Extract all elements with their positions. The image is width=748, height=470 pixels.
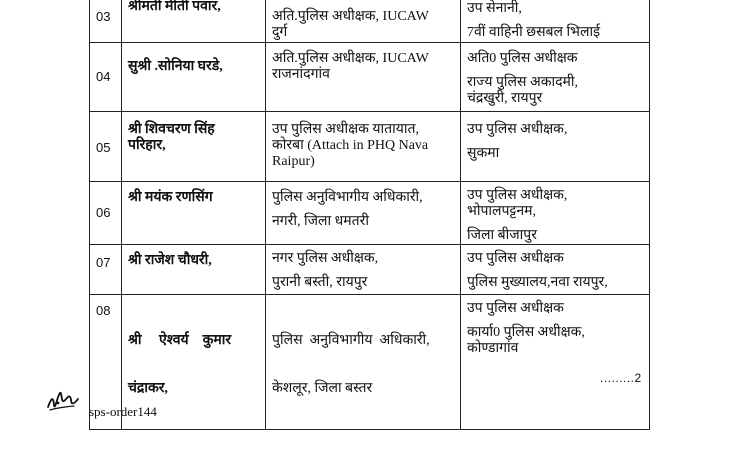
- new-posting-line: चंद्रखुरी, रायपुर: [467, 91, 543, 106]
- table-row: [90, 43, 650, 112]
- document-reference: sps-order144: [89, 404, 157, 419]
- serial-number-cell: [90, 245, 122, 295]
- table-row: [90, 245, 650, 295]
- new-posting-line: कार्या0 पुलिस अधीक्षक,: [467, 325, 585, 340]
- posting-table: [89, 0, 650, 430]
- serial-number: 07: [96, 255, 111, 270]
- current-posting-line: पुलिस अनुविभागीय अधिकारी,: [272, 190, 423, 205]
- officer-name-cell: [122, 182, 266, 245]
- serial-number-cell: [90, 0, 122, 43]
- serial-number-cell: [90, 182, 122, 245]
- officer-name-line: सुश्री .सोनिया घरडे,: [128, 59, 223, 74]
- current-posting-line: केशलूर, जिला बस्तर: [272, 381, 373, 396]
- officer-name-line: परिहार,: [128, 138, 166, 153]
- current-posting-cell: [266, 295, 461, 430]
- current-posting-line: उप पुलिस अधीक्षक यातायात,: [272, 122, 419, 137]
- new-posting-cell: [461, 112, 650, 182]
- serial-number-cell: [90, 112, 122, 182]
- serial-number-cell: [90, 43, 122, 112]
- new-posting-line: उप पुलिस अधीक्षक,: [467, 188, 568, 203]
- current-posting-line: नगर पुलिस अधीक्षक,: [272, 251, 379, 266]
- officer-name-cell: [122, 245, 266, 295]
- serial-number: 05: [96, 140, 111, 155]
- current-posting-line: पुलिस अनुविभागीय अधिकारी,: [272, 333, 430, 348]
- table-row: [90, 112, 650, 182]
- current-posting-cell: [266, 112, 461, 182]
- new-posting-cell: [461, 245, 650, 295]
- current-posting-cell: [266, 182, 461, 245]
- current-posting-line: अति.पुलिस अधीक्षक, IUCAW: [272, 51, 429, 66]
- new-posting-cell: [461, 0, 650, 43]
- new-posting-line: अति0 पुलिस अधीक्षक: [467, 51, 578, 66]
- current-posting-cell: [266, 0, 461, 43]
- continued-page-marker: .........2: [600, 371, 642, 385]
- new-posting-cell: [461, 295, 650, 430]
- serial-number: 03: [96, 9, 111, 24]
- current-posting-line: अति.पुलिस अधीक्षक, IUCAW: [272, 9, 429, 24]
- officer-name-cell: [122, 112, 266, 182]
- new-posting-line: कोण्डागांव: [467, 341, 519, 356]
- new-posting-line: भोपालपट्टनम,: [467, 204, 536, 219]
- officer-name-cell: [122, 0, 266, 43]
- serial-number: 04: [96, 69, 111, 84]
- serial-number: 06: [96, 205, 111, 220]
- current-posting-line: नगरी, जिला धमतरी: [272, 214, 369, 229]
- new-posting-line: उप पुलिस अधीक्षक: [467, 301, 564, 316]
- current-posting-line: पुरानी बस्ती, रायपुर: [272, 275, 368, 290]
- officer-name-line: श्री शिवचरण सिंह: [128, 122, 215, 137]
- new-posting-line: उप पुलिस अधीक्षक,: [467, 122, 568, 137]
- signature-mark: [44, 385, 80, 415]
- serial-number: 08: [96, 303, 111, 318]
- new-posting-cell: [461, 43, 650, 112]
- new-posting-line: सुकमा: [467, 146, 500, 161]
- new-posting-line: उप पुलिस अधीक्षक: [467, 251, 564, 266]
- officer-name-cell: [122, 43, 266, 112]
- table-row: [90, 295, 650, 430]
- officer-name-line: श्री मयंक रणसिंग: [128, 190, 213, 205]
- new-posting-line: पुलिस मुख्यालय,नवा रायपुर,: [467, 275, 608, 290]
- current-posting-line: दुर्ग: [272, 25, 288, 40]
- current-posting-line: Raipur): [272, 154, 315, 169]
- current-posting-line: राजनांदगांव: [272, 67, 330, 82]
- officer-name-line: श्री राजेश चौधरी,: [128, 253, 212, 268]
- table-row: [90, 0, 650, 43]
- current-posting-line: कोरबा (Attach in PHQ Nava: [272, 138, 429, 153]
- table-row: [90, 182, 650, 245]
- current-posting-cell: [266, 245, 461, 295]
- new-posting-line: 7वीं वाहिनी छसबल भिलाई: [467, 25, 600, 40]
- new-posting-line: जिला बीजापुर: [467, 228, 537, 243]
- officer-name-line: श्रीमती मीती पवार,: [128, 0, 221, 14]
- officer-name-line: श्री ऐश्वर्य कुमार: [128, 333, 232, 348]
- new-posting-cell: [461, 182, 650, 245]
- new-posting-line: उप सेनानी,: [467, 1, 522, 16]
- officer-name-line: चंद्राकर,: [128, 381, 168, 396]
- new-posting-line: राज्य पुलिस अकादमी,: [467, 75, 579, 90]
- current-posting-cell: [266, 43, 461, 112]
